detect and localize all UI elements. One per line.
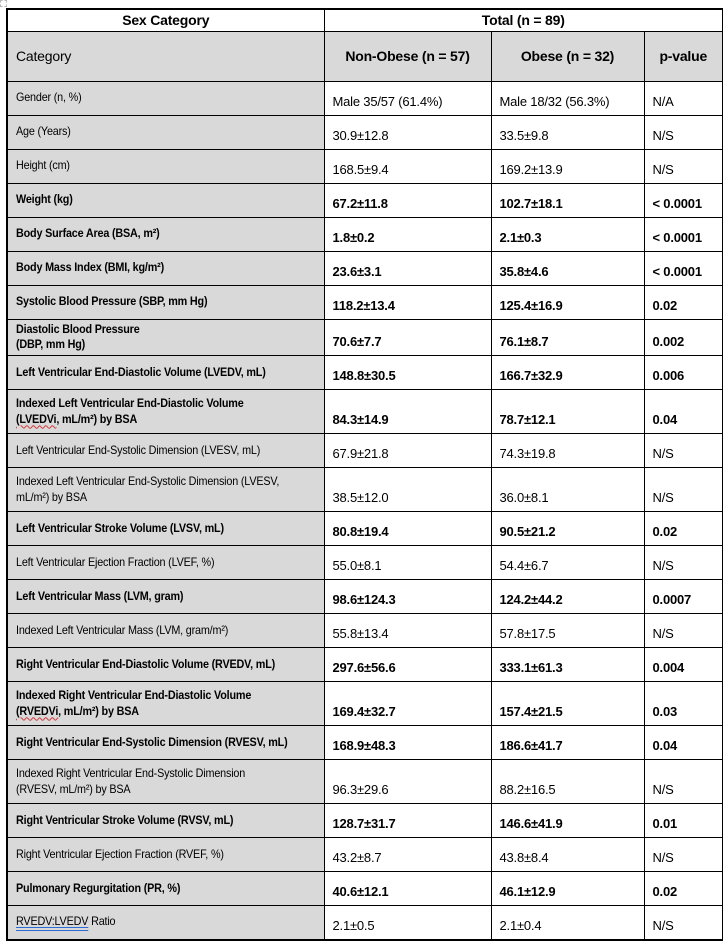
table-row <box>7 726 723 760</box>
category-cell <box>7 319 324 356</box>
non-obese-value-cell: 2.1±0.5 <box>324 906 491 940</box>
category-label: Indexed Right Ventricular End-Systolic Dimension <box>16 765 246 780</box>
category-cell <box>7 580 324 614</box>
obese-value-cell: 46.1±12.9 <box>491 872 644 906</box>
table-row <box>7 580 723 614</box>
category-label: Pulmonary Regurgitation (PR, %) <box>16 880 181 895</box>
p-value-cell: < 0.0001 <box>644 217 723 251</box>
table-row <box>7 546 723 580</box>
category-label-line <box>16 260 289 276</box>
p-value-cell: < 0.0001 <box>644 183 723 217</box>
table-row <box>7 682 723 726</box>
category-label-line <box>16 337 289 353</box>
non-obese-value-cell: 169.4±32.7 <box>324 682 491 726</box>
p-value-cell: N/S <box>644 434 723 468</box>
p-value-cell: 0.004 <box>644 648 723 682</box>
table-row <box>7 81 723 115</box>
table-row <box>7 115 723 149</box>
category-label-line <box>16 365 289 381</box>
category-label: Indexed Left Ventricular Mass (LVM, gram/m²) <box>16 622 229 637</box>
non-obese-value-cell: 96.3±29.6 <box>324 760 491 804</box>
total-header: Total (n = 89) <box>324 9 723 31</box>
category-label-line <box>16 914 289 930</box>
table-row <box>7 838 723 872</box>
category-label-line <box>16 881 289 897</box>
category-label-line <box>16 443 289 459</box>
category-label-line <box>16 490 289 506</box>
non-obese-value-cell: 297.6±56.6 <box>324 648 491 682</box>
non-obese-value-cell: 1.8±0.2 <box>324 217 491 251</box>
category-cell <box>7 682 324 726</box>
table-row <box>7 285 723 319</box>
table-row <box>7 183 723 217</box>
category-label: , mL/m²) by BSA <box>56 411 138 426</box>
category-cell <box>7 434 324 468</box>
category-label: (DBP, mm Hg) <box>16 337 86 352</box>
category-cell <box>7 356 324 390</box>
spellcheck-underlined-text: (LVEDVi <box>16 411 57 426</box>
p-value-cell: 0.01 <box>644 804 723 838</box>
category-label-line <box>16 124 289 140</box>
category-label: Indexed Left Ventricular End-Diastolic Volume <box>16 395 244 410</box>
obese-value-cell: 157.4±21.5 <box>491 682 644 726</box>
non-obese-column-header: Non-Obese (n = 57) <box>324 31 491 81</box>
category-label: Body Surface Area (BSA, m²) <box>16 226 160 241</box>
non-obese-value-cell: 148.8±30.5 <box>324 356 491 390</box>
category-cell <box>7 726 324 760</box>
category-label: Indexed Right Ventricular End-Diastolic Volume <box>16 687 252 702</box>
p-value-cell: < 0.0001 <box>644 251 723 285</box>
p-value-cell: N/A <box>644 81 723 115</box>
table-row <box>7 149 723 183</box>
non-obese-value-cell: 168.5±9.4 <box>324 149 491 183</box>
p-value-cell: N/S <box>644 838 723 872</box>
p-value-cell: N/S <box>644 149 723 183</box>
table-row <box>7 648 723 682</box>
category-label-line <box>16 412 289 428</box>
p-value-cell: 0.03 <box>644 682 723 726</box>
table-row <box>7 468 723 512</box>
header-row-1 <box>7 9 723 31</box>
obese-value-cell: 124.2±44.2 <box>491 580 644 614</box>
non-obese-value-cell: 80.8±19.4 <box>324 512 491 546</box>
table-move-handle-icon[interactable] <box>0 0 7 7</box>
obese-value-cell: 2.1±0.3 <box>491 217 644 251</box>
category-label: Ratio <box>88 914 116 929</box>
obese-value-cell: 146.6±41.9 <box>491 804 644 838</box>
category-cell <box>7 512 324 546</box>
table-row <box>7 614 723 648</box>
p-value-cell: 0.006 <box>644 356 723 390</box>
category-label-line <box>16 623 289 639</box>
obese-value-cell: 74.3±19.8 <box>491 434 644 468</box>
p-value-cell: 0.002 <box>644 319 723 356</box>
category-label: , mL/m²) by BSA <box>58 703 139 718</box>
non-obese-value-cell: 67.9±21.8 <box>324 434 491 468</box>
table-row <box>7 434 723 468</box>
obese-value-cell: 78.7±12.1 <box>491 390 644 434</box>
statistics-table <box>6 8 723 941</box>
category-label-line <box>16 847 289 863</box>
category-label: Systolic Blood Pressure (SBP, mm Hg) <box>16 294 208 309</box>
category-label-line <box>16 158 289 174</box>
category-label-line <box>16 704 289 720</box>
table-row <box>7 906 723 940</box>
obese-value-cell: 88.2±16.5 <box>491 760 644 804</box>
category-label: Age (Years) <box>16 124 71 139</box>
category-label: Body Mass Index (BMI, kg/m²) <box>16 260 164 275</box>
p-value-column-header: p-value <box>644 31 723 81</box>
category-label: Right Ventricular Stroke Volume (RVSV, mL) <box>16 812 234 827</box>
p-value-cell: 0.04 <box>644 726 723 760</box>
category-label-line <box>16 813 289 829</box>
category-cell <box>7 217 324 251</box>
category-label: Right Ventricular Ejection Fraction (RVEF, %) <box>16 846 224 861</box>
category-label: Left Ventricular Mass (LVM, gram) <box>16 588 184 603</box>
p-value-cell: N/S <box>644 760 723 804</box>
obese-value-cell: 2.1±0.4 <box>491 906 644 940</box>
category-label-line <box>16 192 289 208</box>
non-obese-value-cell: 30.9±12.8 <box>324 115 491 149</box>
category-cell <box>7 872 324 906</box>
table-row <box>7 356 723 390</box>
category-cell <box>7 648 324 682</box>
category-label: Left Ventricular End-Diastolic Volume (LVEDV, mL) <box>16 364 266 379</box>
obese-value-cell: 35.8±4.6 <box>491 251 644 285</box>
category-cell <box>7 906 324 940</box>
non-obese-value-cell: 38.5±12.0 <box>324 468 491 512</box>
category-label: mL/m²) by BSA <box>16 489 87 504</box>
obese-value-cell: 36.0±8.1 <box>491 468 644 512</box>
non-obese-value-cell: 98.6±124.3 <box>324 580 491 614</box>
non-obese-value-cell: 70.6±7.7 <box>324 319 491 356</box>
obese-value-cell: 186.6±41.7 <box>491 726 644 760</box>
obese-value-cell: 169.2±13.9 <box>491 149 644 183</box>
p-value-cell: 0.0007 <box>644 580 723 614</box>
spellcheck-underlined-text: (RVEDVi <box>16 703 59 718</box>
non-obese-value-cell: 118.2±13.4 <box>324 285 491 319</box>
category-label-line <box>16 396 289 412</box>
category-label-line <box>16 322 289 338</box>
category-label: Height (cm) <box>16 158 70 173</box>
obese-value-cell: 102.7±18.1 <box>491 183 644 217</box>
obese-value-cell: 125.4±16.9 <box>491 285 644 319</box>
sex-category-header: Sex Category <box>7 9 324 31</box>
obese-value-cell: 76.1±8.7 <box>491 319 644 356</box>
obese-value-cell: 333.1±61.3 <box>491 648 644 682</box>
category-label-line <box>16 90 289 106</box>
category-cell <box>7 81 324 115</box>
category-label-line <box>16 226 289 242</box>
category-label-line <box>16 589 289 605</box>
obese-value-cell: Male 18/32 (56.3%) <box>491 81 644 115</box>
table-row <box>7 872 723 906</box>
category-cell <box>7 149 324 183</box>
p-value-cell: 0.04 <box>644 390 723 434</box>
category-label: Gender (n, %) <box>16 90 82 105</box>
category-cell <box>7 251 324 285</box>
category-label-line <box>16 555 289 571</box>
category-cell <box>7 804 324 838</box>
p-value-cell: 0.02 <box>644 512 723 546</box>
non-obese-value-cell: 84.3±14.9 <box>324 390 491 434</box>
non-obese-value-cell: 40.6±12.1 <box>324 872 491 906</box>
table-row <box>7 760 723 804</box>
category-cell <box>7 390 324 434</box>
category-label-line <box>16 294 289 310</box>
grammar-underlined-text: RVEDV:LVEDV <box>16 914 89 929</box>
table-row <box>7 217 723 251</box>
category-label-line <box>16 474 289 490</box>
p-value-cell: N/S <box>644 115 723 149</box>
category-label: Left Ventricular Stroke Volume (LVSV, mL) <box>16 520 224 535</box>
p-value-cell: N/S <box>644 906 723 940</box>
category-cell <box>7 838 324 872</box>
table-row <box>7 251 723 285</box>
category-cell <box>7 115 324 149</box>
category-cell <box>7 760 324 804</box>
p-value-cell: 0.02 <box>644 872 723 906</box>
header-row-2 <box>7 31 723 81</box>
category-label-line <box>16 521 289 537</box>
obese-value-cell: 33.5±9.8 <box>491 115 644 149</box>
category-label: Right Ventricular End-Systolic Dimension (RVESV, mL) <box>16 734 288 749</box>
obese-value-cell: 166.7±32.9 <box>491 356 644 390</box>
non-obese-value-cell: 43.2±8.7 <box>324 838 491 872</box>
category-cell <box>7 183 324 217</box>
table-row <box>7 390 723 434</box>
category-label: Left Ventricular Ejection Fraction (LVEF, %) <box>16 554 215 569</box>
non-obese-value-cell: 128.7±31.7 <box>324 804 491 838</box>
non-obese-value-cell: 55.0±8.1 <box>324 546 491 580</box>
non-obese-value-cell: 67.2±11.8 <box>324 183 491 217</box>
category-label-line <box>16 735 289 751</box>
non-obese-value-cell: Male 35/57 (61.4%) <box>324 81 491 115</box>
non-obese-value-cell: 23.6±3.1 <box>324 251 491 285</box>
category-label-line <box>16 782 289 798</box>
category-cell <box>7 285 324 319</box>
table-row <box>7 319 723 356</box>
category-column-header: Category <box>7 31 324 81</box>
stats-table-body <box>7 9 723 940</box>
obese-value-cell: 54.4±6.7 <box>491 546 644 580</box>
table-row <box>7 512 723 546</box>
category-cell <box>7 468 324 512</box>
category-cell <box>7 546 324 580</box>
obese-value-cell: 57.8±17.5 <box>491 614 644 648</box>
obese-value-cell: 90.5±21.2 <box>491 512 644 546</box>
non-obese-value-cell: 168.9±48.3 <box>324 726 491 760</box>
category-cell <box>7 614 324 648</box>
category-label: (RVESV, mL/m²) by BSA <box>16 781 131 796</box>
non-obese-value-cell: 55.8±13.4 <box>324 614 491 648</box>
p-value-cell: N/S <box>644 614 723 648</box>
category-label: Diastolic Blood Pressure <box>16 321 140 336</box>
p-value-cell: N/S <box>644 468 723 512</box>
category-label: Left Ventricular End-Systolic Dimension (LVESV, mL) <box>16 442 261 457</box>
category-label: Indexed Left Ventricular End-Systolic Dimension (LVESV, <box>16 473 280 488</box>
p-value-cell: N/S <box>644 546 723 580</box>
table-row <box>7 804 723 838</box>
category-label-line <box>16 657 289 673</box>
category-label: Weight (kg) <box>16 192 73 207</box>
category-label-line <box>16 688 289 704</box>
category-label-line <box>16 766 289 782</box>
p-value-cell: 0.02 <box>644 285 723 319</box>
category-label: Right Ventricular End-Diastolic Volume (RVEDV, mL) <box>16 656 276 671</box>
obese-value-cell: 43.8±8.4 <box>491 838 644 872</box>
obese-column-header: Obese (n = 32) <box>491 31 644 81</box>
